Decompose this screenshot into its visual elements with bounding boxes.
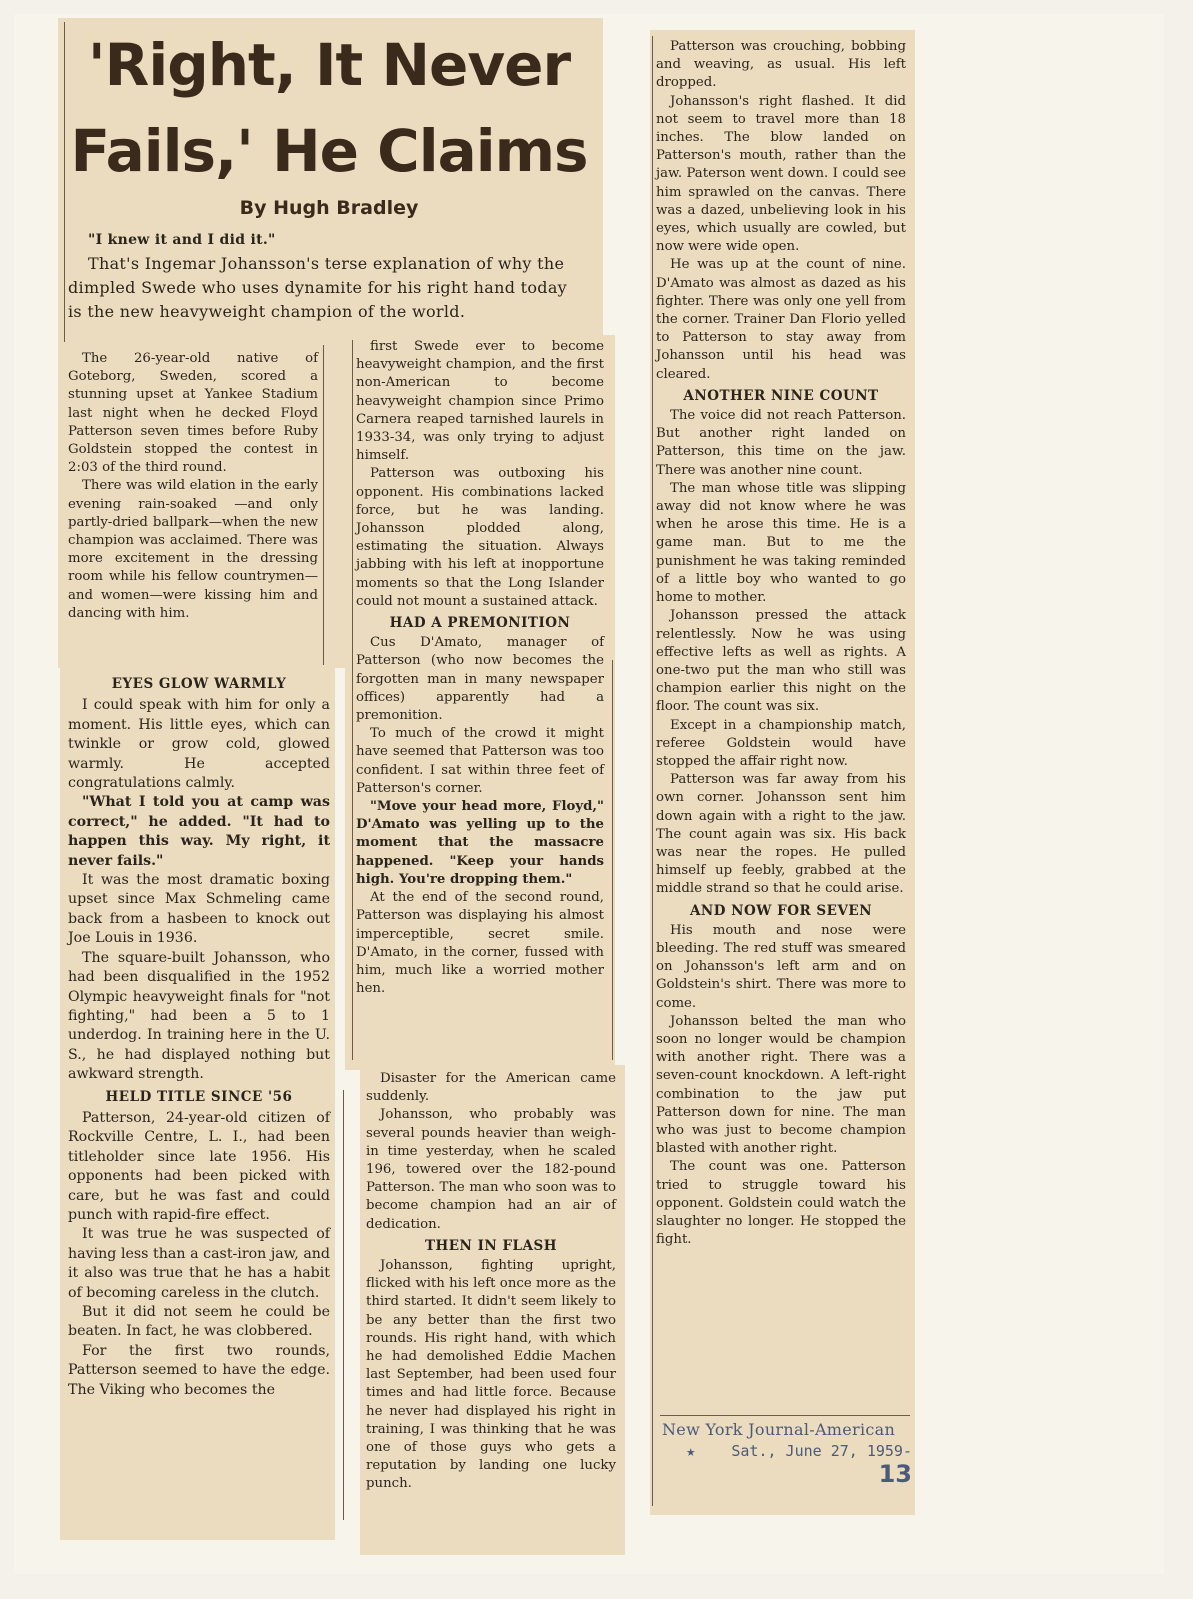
paragraph: I could speak with him for only a moment. His little eyes, which can twinkle or grow cold, glowed warmly. He accepted congratulations calmly. xyxy=(68,697,330,792)
column-rule xyxy=(652,36,653,1506)
paragraph: Patterson was far away from his own corner. Johansson sent him down again with a right to the jaw. The count again was six. His back was near the ropes. He pulled himself up feebly, grabbed at the middle strand so that he could arise. xyxy=(656,772,906,897)
paragraph: At the end of the second round, Patterson was displaying his almost imperceptible, secret smile. D'Amato, in the corner, fussed with him, much like a worried mother hen. xyxy=(356,890,604,997)
column-3 xyxy=(656,38,906,1249)
subhead-then-in-flash: THEN IN FLASH xyxy=(424,1237,558,1254)
page-number: 13 xyxy=(878,1460,912,1488)
column-2-top xyxy=(356,338,604,998)
column-1-top xyxy=(68,350,318,623)
intro-paragraph: That's Ingemar Johansson's terse explanation of why the dimpled Swede who uses dynamite for his right hand today is the new heavyweight champion of the world. xyxy=(68,254,568,321)
star-icon: ★ xyxy=(686,1442,696,1460)
paragraph: Johansson, who probably was several pounds heavier than weigh-in time yesterday, when he scaled 196, towered over the 182-pound Patterson. The man who soon was to become champion had an air of dedication. xyxy=(366,1107,616,1232)
subhead-eyes-glow: EYES GLOW WARMLY xyxy=(111,676,287,692)
quote-paragraph: "Move your head more, Floyd," D'Amato was yelling up to the moment that the massacre happened. "Keep your hands high. You're dropping them." xyxy=(356,799,604,887)
publication-date: Sat., June 27, 1959- xyxy=(731,1442,912,1460)
headline-line-2: Fails,' He Claims xyxy=(70,117,588,185)
subhead-another-nine-count: ANOTHER NINE COUNT xyxy=(683,387,879,404)
paragraph: It was true he was suspected of having less than a cast-iron jaw, and it also was true that he has a habit of becoming careless in the clutch. xyxy=(68,1226,330,1301)
paragraph: Johansson, fighting upright, flicked with his left once more as the third started. It didn't seem likely to be any better than the first two rounds. His right hand, with which he had demolished Eddie Machen last September, had been used four times and had little force. Because he never had displayed his right in training, I was thinking that he was one of those guys who gets a reputation by landing one lucky punch. xyxy=(366,1258,616,1492)
paragraph: But it did not seem he could be beaten. In fact, he was clobbered. xyxy=(68,1304,330,1340)
paragraph: The count was one. Patterson tried to struggle toward his opponent. Goldstein could watch the slaughter no longer. He stopped the fight. xyxy=(656,1159,906,1248)
paragraph: To much of the crowd it might have seemed that Patterson was too confident. I sat within three feet of Patterson's corner. xyxy=(356,726,604,796)
paragraph: The voice did not reach Patterson. But another right landed on Patterson, this time on the jaw. There was another nine count. xyxy=(656,408,906,478)
column-1-body xyxy=(68,672,330,1400)
intro-quote: "I knew it and I did it." xyxy=(88,232,276,248)
paragraph: Patterson was crouching, bobbing and weaving, as usual. His left dropped. xyxy=(656,39,906,91)
paragraph: Cus D'Amato, manager of Patterson (who now becomes the forgotten man in many newspaper offices) apparently had a premonition. xyxy=(356,635,604,724)
subhead-premonition: HAD A PREMONITION xyxy=(389,615,571,632)
subhead-and-now-for-seven: AND NOW FOR SEVEN xyxy=(689,902,873,919)
paragraph: Patterson was outboxing his opponent. His combinations lacked force, but he was landing. Johansson plodded along, estimating the situation. Always jabbing with his left at inopportune moments so that the Long Islander could not mount a sustained attack. xyxy=(356,466,604,609)
byline: By Hugh Bradley xyxy=(239,197,419,219)
source-annotation xyxy=(662,1420,912,1488)
newspaper-name: New York Journal-American xyxy=(662,1420,896,1439)
quote-paragraph: "What I told you at camp was correct," he added. "It had to happen this way. My right, it never fails." xyxy=(68,794,330,869)
dateline xyxy=(662,1442,912,1488)
paragraph: The man whose title was slipping away did not know where he was when he arose this time. He is a game man. But to me the punishment he was taking reminded of a little boy who wanted to go home to mother. xyxy=(656,480,906,606)
paragraph: Patterson, 24-year-old citizen of Rockville Centre, L. I., had been titleholder since late 1956. His opponents had been picked with care, but he was fast and could punch with rapid-fire effect. xyxy=(68,1109,330,1223)
paragraph: The 26-year-old native of Goteborg, Sweden, scored a stunning upset at Yankee Stadium last night when he decked Floyd Patterson seven times before Ruby Goldstein stopped the contest in 2:03 of the third round. xyxy=(68,351,318,476)
column-rule xyxy=(352,340,353,1060)
paragraph: There was wild elation in the early evening rain-soaked —and only partly-dried ballpark—when the new champion was acclaimed. There was more excitement in the dressing room while his fellow countrymen—and women—were kissing him and dancing with him. xyxy=(68,478,318,621)
column-2-bottom xyxy=(366,1070,616,1494)
paragraph: Disaster for the American came suddenly. xyxy=(366,1071,616,1105)
paragraph: Johansson belted the man who soon no longer would be champion with another right. There was a seven-count knockdown. A left-right combination to the jaw put Patterson down for nine. The man who was just to become champion blasted with another right. xyxy=(656,1013,906,1157)
paragraph: He was up at the count of nine. D'Amato was almost as dazed as his fighter. There was only one yell from the corner. Trainer Dan Florio yelled to Patterson to stay away from Johansson until his head was cleared. xyxy=(656,257,906,382)
paragraph: first Swede ever to become heavyweight champion, and the first non-American to become heavyweight champion since Primo Carnera reaped tarnished laurels in 1933-34, was only trying to adjust himself. xyxy=(356,339,604,464)
column-rule xyxy=(612,660,613,1060)
column-rule xyxy=(343,1090,344,1520)
paragraph: His mouth and nose were bleeding. The red stuff was smeared on Johansson's left arm and on Goldstein's shirt. There was more to come. xyxy=(656,922,906,1011)
subhead-held-title: HELD TITLE SINCE '56 xyxy=(105,1088,293,1105)
paragraph: Johansson pressed the attack relentlessly. Now he was using effective lefts as well as rights. A one-two put the man who still was champion earlier this night on the floor. The count was six. xyxy=(656,608,906,715)
paragraph: It was the most dramatic boxing upset since Max Schmeling came back from a hasbeen to knock out Joe Louis in 1936. xyxy=(68,872,330,947)
source-rule xyxy=(660,1415,910,1416)
article-headline xyxy=(64,22,594,194)
paragraph: For the first two rounds, Patterson seemed to have the edge. The Viking who becomes the xyxy=(68,1342,330,1398)
paragraph: Johansson's right flashed. It did not seem to travel more than 18 inches. The blow landed on Patterson's mouth, rather than the jaw. Paterson went down. I could see him sprawled on the canvas. There was a dazed, unbelieving look in his eyes, which usually are cowled, but now were wide open. xyxy=(656,93,906,255)
article-intro xyxy=(68,228,578,324)
paragraph: The square-built Johansson, who had been disqualified in the 1952 Olympic heavyweight finals for "not fighting," had been a 5 to 1 underdog. In training here in the U. S., he had displayed nothing but awkward strength. xyxy=(68,949,330,1083)
column-rule xyxy=(323,345,324,665)
headline-line-1: 'Right, It Never xyxy=(87,31,571,99)
paragraph: Except in a championship match, referee Goldstein would have stopped the affair right now. xyxy=(656,717,906,769)
